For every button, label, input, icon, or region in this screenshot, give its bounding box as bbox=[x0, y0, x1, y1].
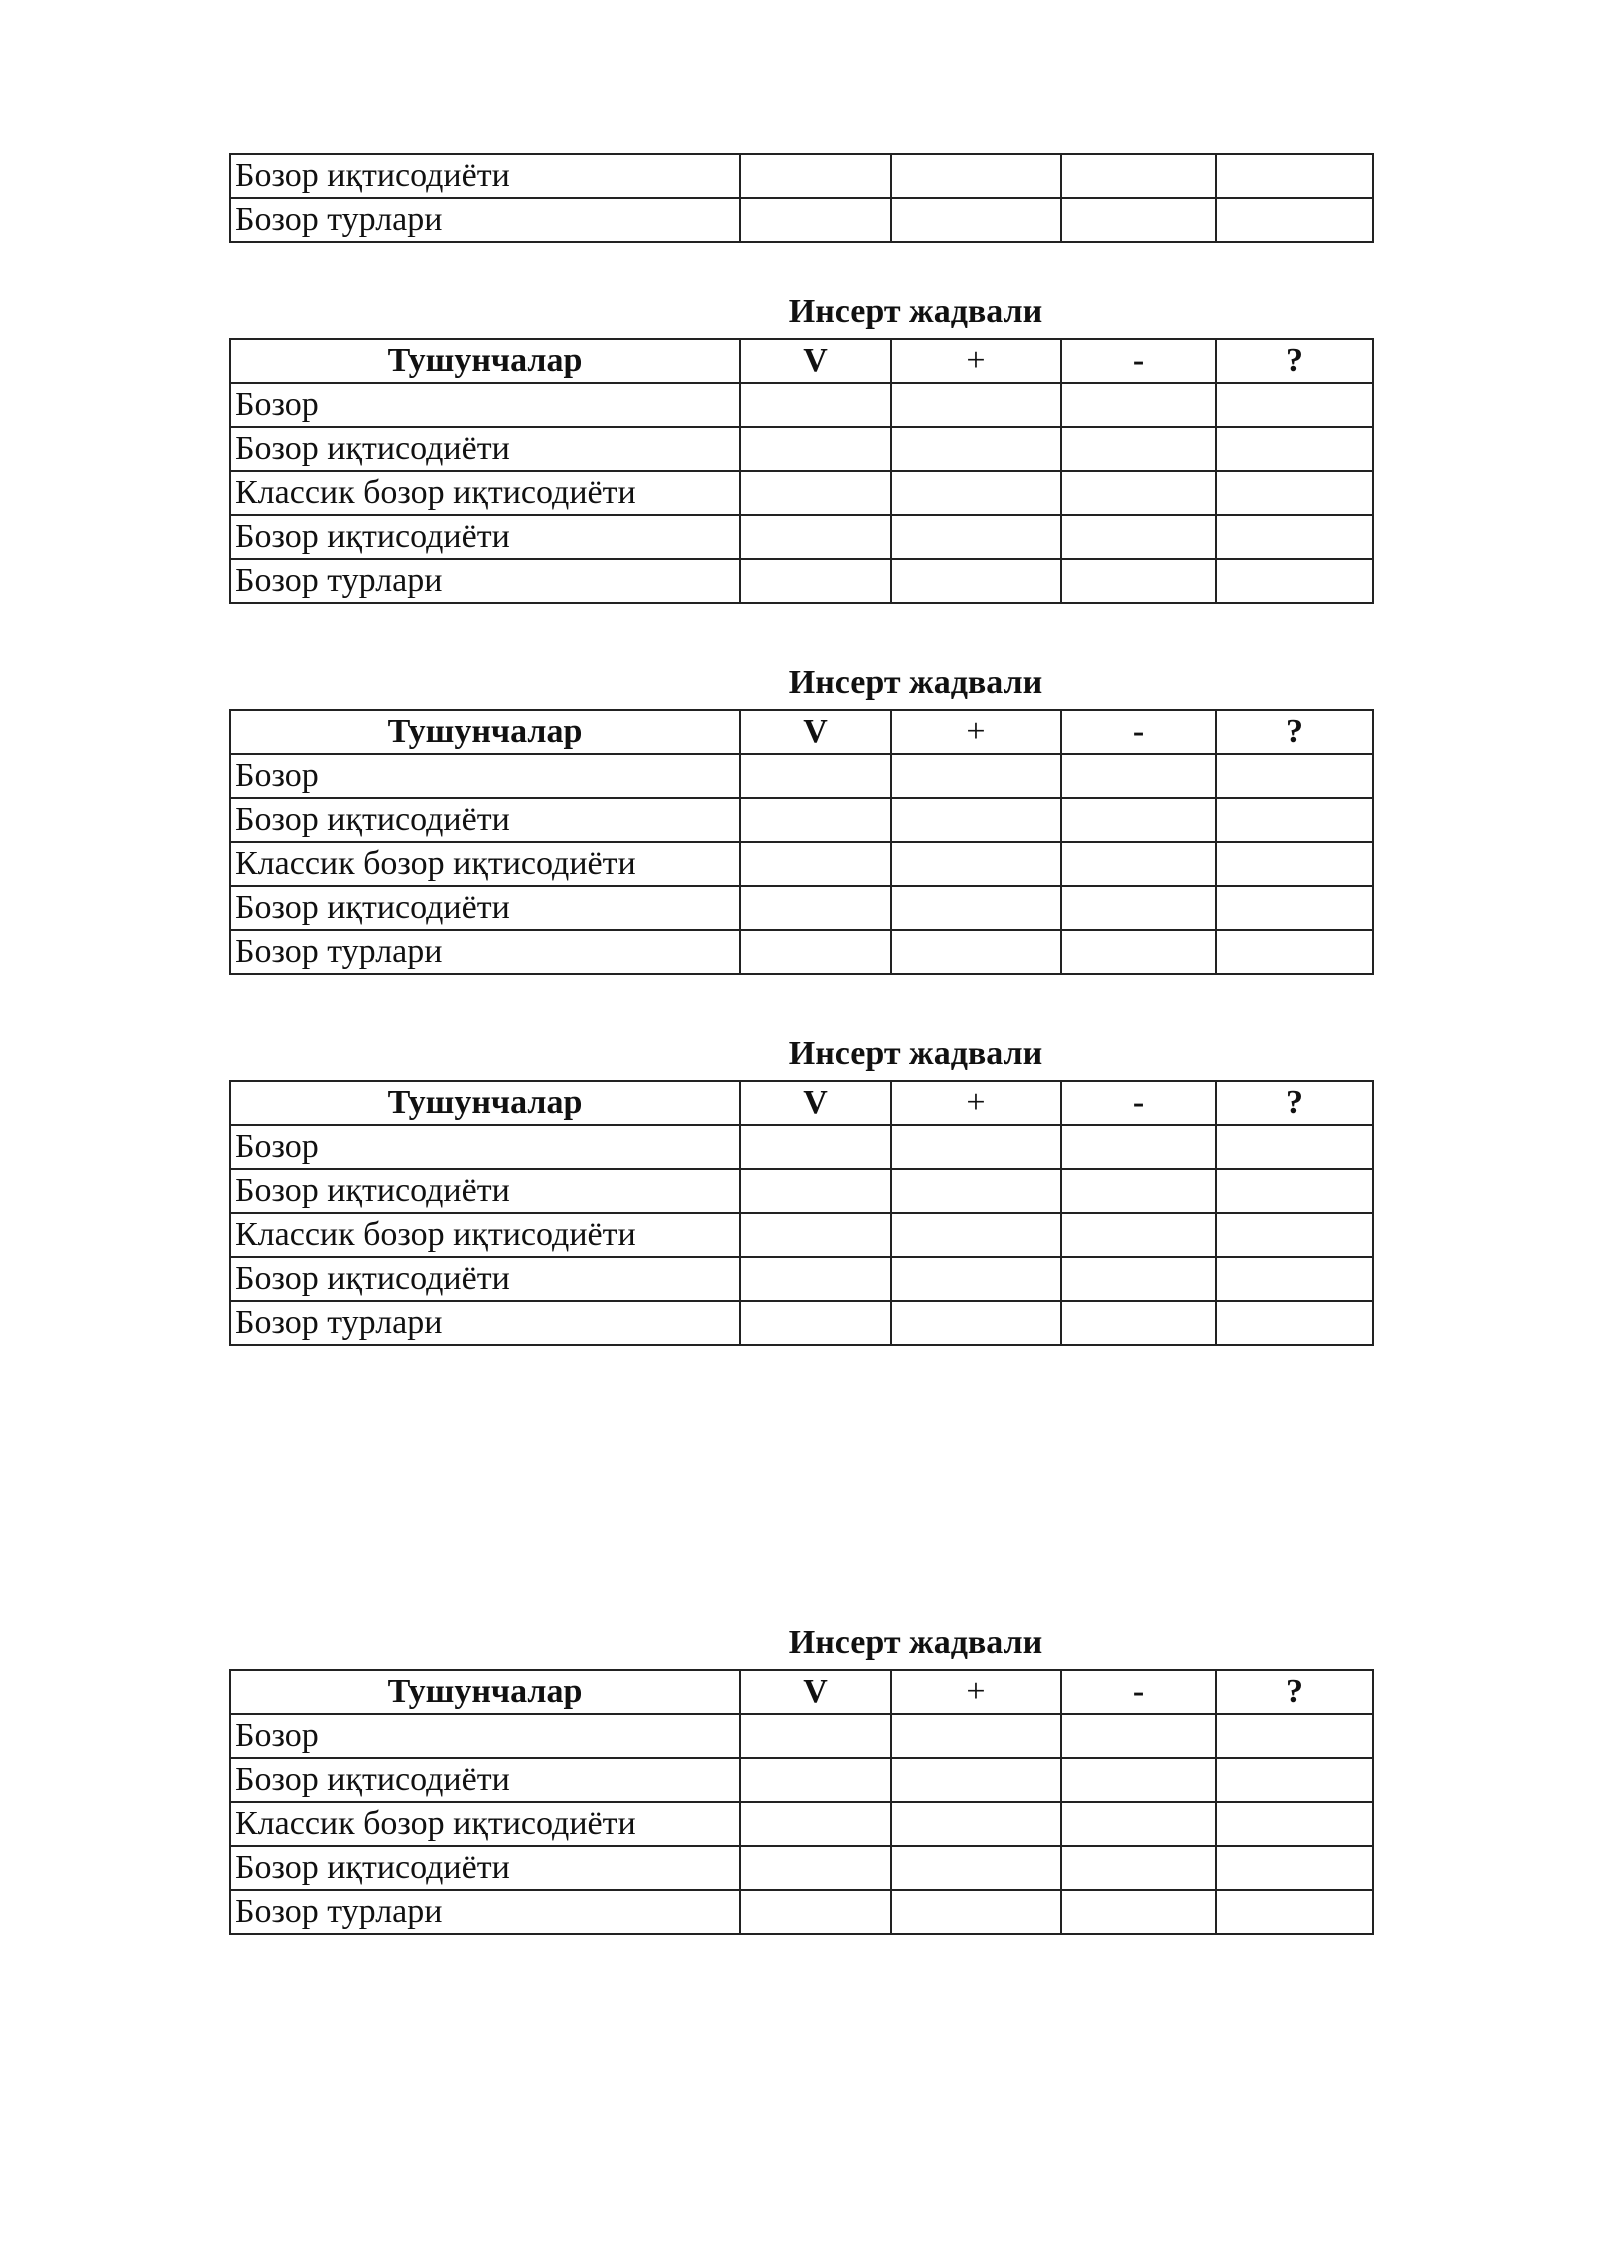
mark-cell[interactable] bbox=[740, 1714, 891, 1758]
mark-cell[interactable] bbox=[1216, 842, 1373, 886]
concept-cell: Бозор bbox=[230, 1714, 740, 1758]
table-row bbox=[230, 1169, 1373, 1213]
concept-cell: Классик бозор иқтисодиёти bbox=[230, 1802, 740, 1846]
mark-cell[interactable] bbox=[740, 471, 891, 515]
mark-cell[interactable] bbox=[891, 754, 1061, 798]
mark-cell[interactable] bbox=[891, 1758, 1061, 1802]
header-minus: - bbox=[1061, 1081, 1216, 1125]
mark-cell[interactable] bbox=[1061, 754, 1216, 798]
insert-table-block-2 bbox=[229, 664, 1372, 975]
table-title: Инсерт жадвали bbox=[788, 293, 1043, 330]
mark-cell[interactable] bbox=[1061, 1802, 1216, 1846]
mark-cell[interactable] bbox=[740, 842, 891, 886]
mark-cell[interactable] bbox=[1216, 471, 1373, 515]
mark-cell[interactable] bbox=[1061, 383, 1216, 427]
mark-cell[interactable] bbox=[740, 383, 891, 427]
concept-cell: Бозор турлари bbox=[230, 559, 740, 603]
header-v: V bbox=[740, 339, 891, 383]
mark-cell[interactable] bbox=[740, 1169, 891, 1213]
mark-cell[interactable] bbox=[891, 1714, 1061, 1758]
mark-cell[interactable] bbox=[1061, 1257, 1216, 1301]
mark-cell[interactable] bbox=[891, 1890, 1061, 1934]
concept-cell: Бозор иқтисодиёти bbox=[230, 1758, 740, 1802]
header-plus: + bbox=[891, 1670, 1061, 1714]
header-v: V bbox=[740, 1081, 891, 1125]
mark-cell[interactable] bbox=[1061, 198, 1216, 242]
mark-cell[interactable] bbox=[1216, 930, 1373, 974]
mark-cell[interactable] bbox=[891, 154, 1061, 198]
header-v: V bbox=[740, 710, 891, 754]
mark-cell[interactable] bbox=[740, 1257, 891, 1301]
header-minus: - bbox=[1061, 339, 1216, 383]
mark-cell[interactable] bbox=[891, 1846, 1061, 1890]
mark-cell[interactable] bbox=[1216, 1758, 1373, 1802]
mark-cell[interactable] bbox=[1216, 1301, 1373, 1345]
fragment-table bbox=[229, 153, 1374, 243]
table-row bbox=[230, 1125, 1373, 1169]
mark-cell[interactable] bbox=[891, 198, 1061, 242]
table-row bbox=[230, 1714, 1373, 1758]
mark-cell[interactable] bbox=[1216, 1125, 1373, 1169]
mark-cell[interactable] bbox=[1216, 1714, 1373, 1758]
header-concepts: Тушунчалар bbox=[230, 710, 740, 754]
table-row bbox=[230, 198, 1373, 242]
mark-cell[interactable] bbox=[740, 559, 891, 603]
mark-cell[interactable] bbox=[1061, 798, 1216, 842]
mark-cell[interactable] bbox=[740, 930, 891, 974]
mark-cell[interactable] bbox=[1216, 427, 1373, 471]
mark-cell[interactable] bbox=[1061, 930, 1216, 974]
concept-cell: Бозор иқтисодиёти bbox=[230, 1257, 740, 1301]
mark-cell[interactable] bbox=[1216, 1257, 1373, 1301]
mark-cell[interactable] bbox=[1216, 1802, 1373, 1846]
concept-cell: Классик бозор иқтисодиёти bbox=[230, 471, 740, 515]
mark-cell[interactable] bbox=[1216, 754, 1373, 798]
mark-cell[interactable] bbox=[1216, 798, 1373, 842]
mark-cell[interactable] bbox=[1216, 198, 1373, 242]
table-row bbox=[230, 754, 1373, 798]
table-title: Инсерт жадвали bbox=[788, 664, 1043, 701]
mark-cell[interactable] bbox=[740, 1213, 891, 1257]
mark-cell[interactable] bbox=[1061, 154, 1216, 198]
mark-cell[interactable] bbox=[740, 515, 891, 559]
concept-cell: Бозор иқтисодиёти bbox=[230, 1169, 740, 1213]
mark-cell[interactable] bbox=[740, 198, 891, 242]
header-row bbox=[230, 339, 1373, 383]
mark-cell[interactable] bbox=[891, 1169, 1061, 1213]
mark-cell[interactable] bbox=[740, 1890, 891, 1934]
table-row bbox=[230, 1301, 1373, 1345]
header-minus: - bbox=[1061, 1670, 1216, 1714]
table-title: Инсерт жадвали bbox=[788, 1035, 1043, 1072]
mark-cell[interactable] bbox=[1216, 886, 1373, 930]
table-row bbox=[230, 798, 1373, 842]
mark-cell[interactable] bbox=[1061, 1846, 1216, 1890]
table-row bbox=[230, 383, 1373, 427]
header-plus: + bbox=[891, 1081, 1061, 1125]
concept-cell: Бозор bbox=[230, 1125, 740, 1169]
mark-cell[interactable] bbox=[1061, 1301, 1216, 1345]
mark-cell[interactable] bbox=[740, 154, 891, 198]
header-row bbox=[230, 1670, 1373, 1714]
mark-cell[interactable] bbox=[740, 1125, 891, 1169]
mark-cell[interactable] bbox=[740, 1846, 891, 1890]
concept-cell: Бозор иқтисодиёти bbox=[230, 515, 740, 559]
concept-cell: Классик бозор иқтисодиёти bbox=[230, 842, 740, 886]
mark-cell[interactable] bbox=[891, 1125, 1061, 1169]
concept-cell: Бозор турлари bbox=[230, 1301, 740, 1345]
table-row bbox=[230, 154, 1373, 198]
mark-cell[interactable] bbox=[1061, 559, 1216, 603]
header-concepts: Тушунчалар bbox=[230, 339, 740, 383]
mark-cell[interactable] bbox=[891, 930, 1061, 974]
mark-cell[interactable] bbox=[891, 471, 1061, 515]
mark-cell[interactable] bbox=[891, 383, 1061, 427]
header-question: ? bbox=[1216, 1670, 1373, 1714]
concept-cell: Бозор иқтисодиёти bbox=[230, 886, 740, 930]
concept-cell: Бозор bbox=[230, 754, 740, 798]
mark-cell[interactable] bbox=[1216, 515, 1373, 559]
mark-cell[interactable] bbox=[891, 515, 1061, 559]
insert-table bbox=[229, 338, 1374, 604]
mark-cell[interactable] bbox=[1061, 427, 1216, 471]
table-row bbox=[230, 1213, 1373, 1257]
mark-cell[interactable] bbox=[891, 427, 1061, 471]
mark-cell[interactable] bbox=[1061, 1125, 1216, 1169]
mark-cell[interactable] bbox=[1061, 1890, 1216, 1934]
table-row bbox=[230, 427, 1373, 471]
table-row bbox=[230, 1890, 1373, 1934]
header-question: ? bbox=[1216, 710, 1373, 754]
mark-cell[interactable] bbox=[891, 559, 1061, 603]
mark-cell[interactable] bbox=[1061, 471, 1216, 515]
concept-cell: Бозор bbox=[230, 383, 740, 427]
mark-cell[interactable] bbox=[1216, 383, 1373, 427]
table-row bbox=[230, 515, 1373, 559]
table-row bbox=[230, 471, 1373, 515]
mark-cell[interactable] bbox=[740, 1301, 891, 1345]
mark-cell[interactable] bbox=[1061, 1169, 1216, 1213]
header-concepts: Тушунчалар bbox=[230, 1081, 740, 1125]
mark-cell[interactable] bbox=[891, 1802, 1061, 1846]
table-title: Инсерт жадвали bbox=[788, 1624, 1043, 1661]
header-question: ? bbox=[1216, 339, 1373, 383]
mark-cell[interactable] bbox=[1216, 1169, 1373, 1213]
fragment-table-block bbox=[229, 153, 1372, 243]
insert-table bbox=[229, 1669, 1374, 1935]
insert-table bbox=[229, 709, 1374, 975]
table-row bbox=[230, 1758, 1373, 1802]
mark-cell[interactable] bbox=[1061, 842, 1216, 886]
insert-table bbox=[229, 1080, 1374, 1346]
header-question: ? bbox=[1216, 1081, 1373, 1125]
table-row bbox=[230, 1802, 1373, 1846]
mark-cell[interactable] bbox=[891, 1301, 1061, 1345]
insert-table-block-4 bbox=[229, 1624, 1372, 1935]
mark-cell[interactable] bbox=[740, 886, 891, 930]
mark-cell[interactable] bbox=[1061, 1714, 1216, 1758]
header-minus: - bbox=[1061, 710, 1216, 754]
mark-cell[interactable] bbox=[740, 1758, 891, 1802]
header-row bbox=[230, 710, 1373, 754]
mark-cell[interactable] bbox=[1061, 1213, 1216, 1257]
table-row bbox=[230, 1257, 1373, 1301]
header-concepts: Тушунчалар bbox=[230, 1670, 740, 1714]
header-plus: + bbox=[891, 710, 1061, 754]
concept-cell: Бозор турлари bbox=[230, 1890, 740, 1934]
mark-cell[interactable] bbox=[740, 798, 891, 842]
mark-cell[interactable] bbox=[1216, 1890, 1373, 1934]
concept-cell: Бозор турлари bbox=[230, 930, 740, 974]
concept-cell: Классик бозор иқтисодиёти bbox=[230, 1213, 740, 1257]
mark-cell[interactable] bbox=[1061, 1758, 1216, 1802]
mark-cell[interactable] bbox=[891, 1213, 1061, 1257]
table-row bbox=[230, 930, 1373, 974]
mark-cell[interactable] bbox=[740, 754, 891, 798]
mark-cell[interactable] bbox=[891, 1257, 1061, 1301]
mark-cell[interactable] bbox=[740, 1802, 891, 1846]
mark-cell[interactable] bbox=[891, 798, 1061, 842]
mark-cell[interactable] bbox=[1216, 1846, 1373, 1890]
mark-cell[interactable] bbox=[1216, 559, 1373, 603]
mark-cell[interactable] bbox=[1061, 886, 1216, 930]
table-row bbox=[230, 842, 1373, 886]
concept-cell: Бозор иқтисодиёти bbox=[230, 798, 740, 842]
table-row bbox=[230, 886, 1373, 930]
mark-cell[interactable] bbox=[891, 842, 1061, 886]
header-plus: + bbox=[891, 339, 1061, 383]
mark-cell[interactable] bbox=[740, 427, 891, 471]
mark-cell[interactable] bbox=[891, 886, 1061, 930]
table-row bbox=[230, 559, 1373, 603]
header-v: V bbox=[740, 1670, 891, 1714]
table-row bbox=[230, 1846, 1373, 1890]
concept-cell: Бозор иқтисодиёти bbox=[230, 427, 740, 471]
mark-cell[interactable] bbox=[1061, 515, 1216, 559]
mark-cell[interactable] bbox=[1216, 1213, 1373, 1257]
insert-table-block-3 bbox=[229, 1035, 1372, 1346]
concept-cell: Бозор иқтисодиёти bbox=[230, 154, 740, 198]
header-row bbox=[230, 1081, 1373, 1125]
concept-cell: Бозор турлари bbox=[230, 198, 740, 242]
insert-table-block-1 bbox=[229, 293, 1372, 604]
mark-cell[interactable] bbox=[1216, 154, 1373, 198]
concept-cell: Бозор иқтисодиёти bbox=[230, 1846, 740, 1890]
